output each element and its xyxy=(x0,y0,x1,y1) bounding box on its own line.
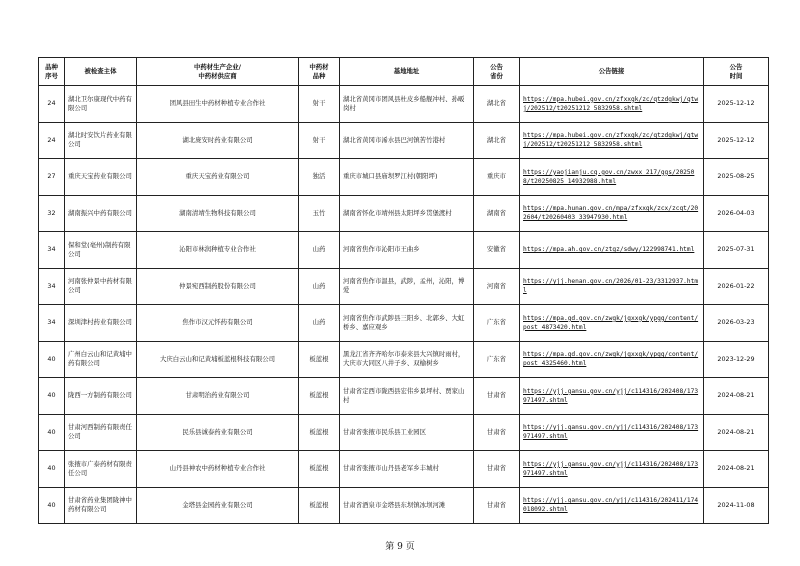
cell-date: 2025-12-12 xyxy=(704,86,769,123)
table-header-row xyxy=(39,58,769,86)
cell-supplier: 甘肃明治药业有限公司 xyxy=(137,378,299,415)
cell-base: 黑龙江省齐齐哈尔市泰来县大兴镇时雨村，大庆市大同区八井子乡、双榆树乡 xyxy=(340,341,474,378)
cell-date: 2025-07-31 xyxy=(704,232,769,269)
table-row xyxy=(39,195,769,232)
cell-inspected: 甘肃省药业集团陇神中药材有限公司 xyxy=(65,487,137,524)
cell-base: 甘肃省张掖市民乐县工业园区 xyxy=(340,414,474,451)
announcement-link[interactable]: https://mpa.hubei.gov.cn/zfxxgk/zc/qtzdgkwj/qtwj/202512/t20251212_5832958.shtml xyxy=(523,132,699,149)
cell-supplier: 团风县田生中药材种植专业合作社 xyxy=(137,86,299,123)
cell-seq: 40 xyxy=(39,487,65,524)
announcement-link[interactable]: https://yjj.henan.gov.cn/2026/01-23/3312937.html xyxy=(523,278,699,295)
cell-seq: 40 xyxy=(39,414,65,451)
cell-province: 安徽省 xyxy=(474,232,520,269)
cell-link xyxy=(520,378,704,415)
table-row xyxy=(39,86,769,123)
table-row xyxy=(39,451,769,488)
cell-province: 湖北省 xyxy=(474,122,520,159)
cell-base: 甘肃省张掖市山丹县老军乡丰城村 xyxy=(340,451,474,488)
cell-herb: 板蓝根 xyxy=(299,487,340,524)
announcement-link[interactable]: https://yjj.gansu.gov.cn/yjj/c114316/202408/173971497.shtml xyxy=(523,460,699,477)
cell-date: 2026-04-03 xyxy=(704,195,769,232)
announcement-link[interactable]: https://yjj.gansu.gov.cn/yjj/c114316/202408/173971497.shtml xyxy=(523,424,699,441)
cell-date: 2025-08-25 xyxy=(704,159,769,196)
header-link: 公告链接 xyxy=(520,58,704,86)
cell-seq: 32 xyxy=(39,195,65,232)
cell-link xyxy=(520,451,704,488)
cell-supplier: 湖北庞安时药业有限公司 xyxy=(137,122,299,159)
cell-link xyxy=(520,305,704,342)
cell-base: 湖北省黄冈市团风县杜皮乡船舰冲村、孙畈岗村 xyxy=(340,86,474,123)
cell-link xyxy=(520,414,704,451)
cell-supplier: 山丹县神农中药材种植专业合作社 xyxy=(137,451,299,488)
header-supplier: 中药材生产企业/ 中药材供应商 xyxy=(137,58,299,86)
cell-supplier: 金塔县金园药业有限公司 xyxy=(137,487,299,524)
cell-link xyxy=(520,122,704,159)
cell-herb: 板蓝根 xyxy=(299,451,340,488)
cell-province: 甘肃省 xyxy=(474,414,520,451)
cell-province: 重庆市 xyxy=(474,159,520,196)
cell-date: 2024-11-08 xyxy=(704,487,769,524)
cell-inspected: 湖北卫尔康现代中药有限公司 xyxy=(65,86,137,123)
announcement-link[interactable]: https://yjj.gansu.gov.cn/yjj/c114316/202408/173971497.shtml xyxy=(523,387,699,404)
announcement-link[interactable]: https://mpa.hubei.gov.cn/zfxxgk/zc/qtzdgkwj/qtwj/202512/t20251212_5832958.shtml xyxy=(523,95,699,112)
cell-supplier: 仲景宛西制药股份有限公司 xyxy=(137,268,299,305)
cell-date: 2024-08-21 xyxy=(704,414,769,451)
table-row xyxy=(39,341,769,378)
cell-seq: 40 xyxy=(39,378,65,415)
cell-base: 湖南省怀化市靖州县太阳坪乡贯堡渡村 xyxy=(340,195,474,232)
cell-province: 广东省 xyxy=(474,341,520,378)
cell-supplier: 重庆天宝药业有限公司 xyxy=(137,159,299,196)
cell-link xyxy=(520,195,704,232)
table-row xyxy=(39,487,769,524)
cell-base: 河南省焦作市武陟县三阳乡、北郭乡、大虹桥乡、嘉应观乡 xyxy=(340,305,474,342)
cell-supplier: 沁阳市林润种植专业合作社 xyxy=(137,232,299,269)
cell-link xyxy=(520,341,704,378)
cell-inspected: 重庆天宝药业有限公司 xyxy=(65,159,137,196)
cell-seq: 24 xyxy=(39,86,65,123)
cell-herb: 板蓝根 xyxy=(299,378,340,415)
cell-province: 甘肃省 xyxy=(474,487,520,524)
table-row xyxy=(39,414,769,451)
cell-province: 广东省 xyxy=(474,305,520,342)
cell-inspected: 深圳津村药业有限公司 xyxy=(65,305,137,342)
cell-supplier: 大庆白云山和记黄埔板蓝根科技有限公司 xyxy=(137,341,299,378)
cell-date: 2025-12-12 xyxy=(704,122,769,159)
announcement-link[interactable]: https://yaojianju.cq.gov.cn/zwxx_217/ggs/202508/t20250825_14932988.html xyxy=(523,168,695,185)
cell-base: 河南省焦作市沁阳市王曲乡 xyxy=(340,232,474,269)
cell-seq: 40 xyxy=(39,451,65,488)
cell-base: 甘肃省酒泉市金塔县东坝镇冰坝河滩 xyxy=(340,487,474,524)
cell-inspected: 湖北时安饮片药业有限公司 xyxy=(65,122,137,159)
cell-seq: 27 xyxy=(39,159,65,196)
cell-base: 重庆市城口县庙坝罗江村(朝阳坪) xyxy=(340,159,474,196)
cell-supplier: 民乐县诚泰药业有限公司 xyxy=(137,414,299,451)
header-province: 公告 省份 xyxy=(474,58,520,86)
announcement-link[interactable]: https://yjj.gansu.gov.cn/yjj/c114316/202411/174018092.shtml xyxy=(523,497,699,514)
cell-date: 2026-01-22 xyxy=(704,268,769,305)
table-row xyxy=(39,159,769,196)
table-row xyxy=(39,305,769,342)
cell-province: 甘肃省 xyxy=(474,451,520,488)
document-page xyxy=(38,57,768,524)
inspection-table xyxy=(38,57,769,524)
table-row xyxy=(39,122,769,159)
table-row xyxy=(39,268,769,305)
cell-inspected: 张掖市广泰药材有限责任公司 xyxy=(65,451,137,488)
cell-link xyxy=(520,159,704,196)
cell-inspected: 广州白云山和记黄埔中药有限公司 xyxy=(65,341,137,378)
cell-base: 河南省焦作市温县，武陟，孟州，沁阳，博爱 xyxy=(340,268,474,305)
announcement-link[interactable]: https://mpa.gd.gov.cn/zwgk/jgxxgk/ypgg/content/post_4325460.html xyxy=(523,351,699,368)
cell-inspected: 保和堂(亳州)制药有限公司 xyxy=(65,232,137,269)
cell-date: 2024-08-21 xyxy=(704,378,769,415)
cell-inspected: 陇西一方制药有限公司 xyxy=(65,378,137,415)
cell-date: 2024-08-21 xyxy=(704,451,769,488)
cell-herb: 板蓝根 xyxy=(299,341,340,378)
cell-herb: 山药 xyxy=(299,305,340,342)
cell-seq: 34 xyxy=(39,305,65,342)
header-base-address: 基地地址 xyxy=(340,58,474,86)
cell-herb: 山药 xyxy=(299,232,340,269)
cell-link xyxy=(520,487,704,524)
cell-herb: 射干 xyxy=(299,86,340,123)
cell-herb: 独活 xyxy=(299,159,340,196)
cell-inspected: 河南张仲景中药材有限公司 xyxy=(65,268,137,305)
cell-province: 湖北省 xyxy=(474,86,520,123)
announcement-link[interactable]: https://mpa.gd.gov.cn/zwgk/jgxxgk/ypgg/content/post_4873420.html xyxy=(523,314,699,331)
cell-inspected: 湖南振兴中药有限公司 xyxy=(65,195,137,232)
cell-link xyxy=(520,86,704,123)
cell-date: 2026-03-23 xyxy=(704,305,769,342)
cell-date: 2023-12-29 xyxy=(704,341,769,378)
cell-base: 湖北省黄冈市浠水县巴河镇苦竹港村 xyxy=(340,122,474,159)
cell-province: 河南省 xyxy=(474,268,520,305)
table-row xyxy=(39,378,769,415)
cell-herb: 玉竹 xyxy=(299,195,340,232)
cell-seq: 24 xyxy=(39,122,65,159)
header-inspected-entity: 被检查主体 xyxy=(65,58,137,86)
table-row xyxy=(39,232,769,269)
cell-herb: 板蓝根 xyxy=(299,414,340,451)
cell-link xyxy=(520,268,704,305)
cell-herb: 山药 xyxy=(299,268,340,305)
announcement-link[interactable]: https://mpa.hunan.gov.cn/mpa/zfxxgk/zcx/zcqt/202604/t20260403_33947930.html xyxy=(523,205,699,222)
cell-province: 湖南省 xyxy=(474,195,520,232)
page-number: 第 9 页 xyxy=(385,542,415,552)
cell-seq: 34 xyxy=(39,232,65,269)
cell-inspected: 甘肃河西制药有限责任公司 xyxy=(65,414,137,451)
cell-province: 甘肃省 xyxy=(474,378,520,415)
header-date: 公告 时间 xyxy=(704,58,769,86)
cell-supplier: 焦作市汉元怀药有限公司 xyxy=(137,305,299,342)
announcement-link[interactable]: https://mpa.ah.gov.cn/ztgz/sdwy/122998741.html xyxy=(523,246,695,254)
cell-herb: 射干 xyxy=(299,122,340,159)
cell-link xyxy=(520,232,704,269)
cell-supplier: 湖南清靖生物科技有限公司 xyxy=(137,195,299,232)
header-herb-variety: 中药材 品种 xyxy=(299,58,340,86)
cell-seq: 40 xyxy=(39,341,65,378)
header-seq: 品种 序号 xyxy=(39,58,65,86)
cell-base: 甘肃省定西市陇西县宏伟乡景坪村、贾家山村 xyxy=(340,378,474,415)
cell-seq: 34 xyxy=(39,268,65,305)
